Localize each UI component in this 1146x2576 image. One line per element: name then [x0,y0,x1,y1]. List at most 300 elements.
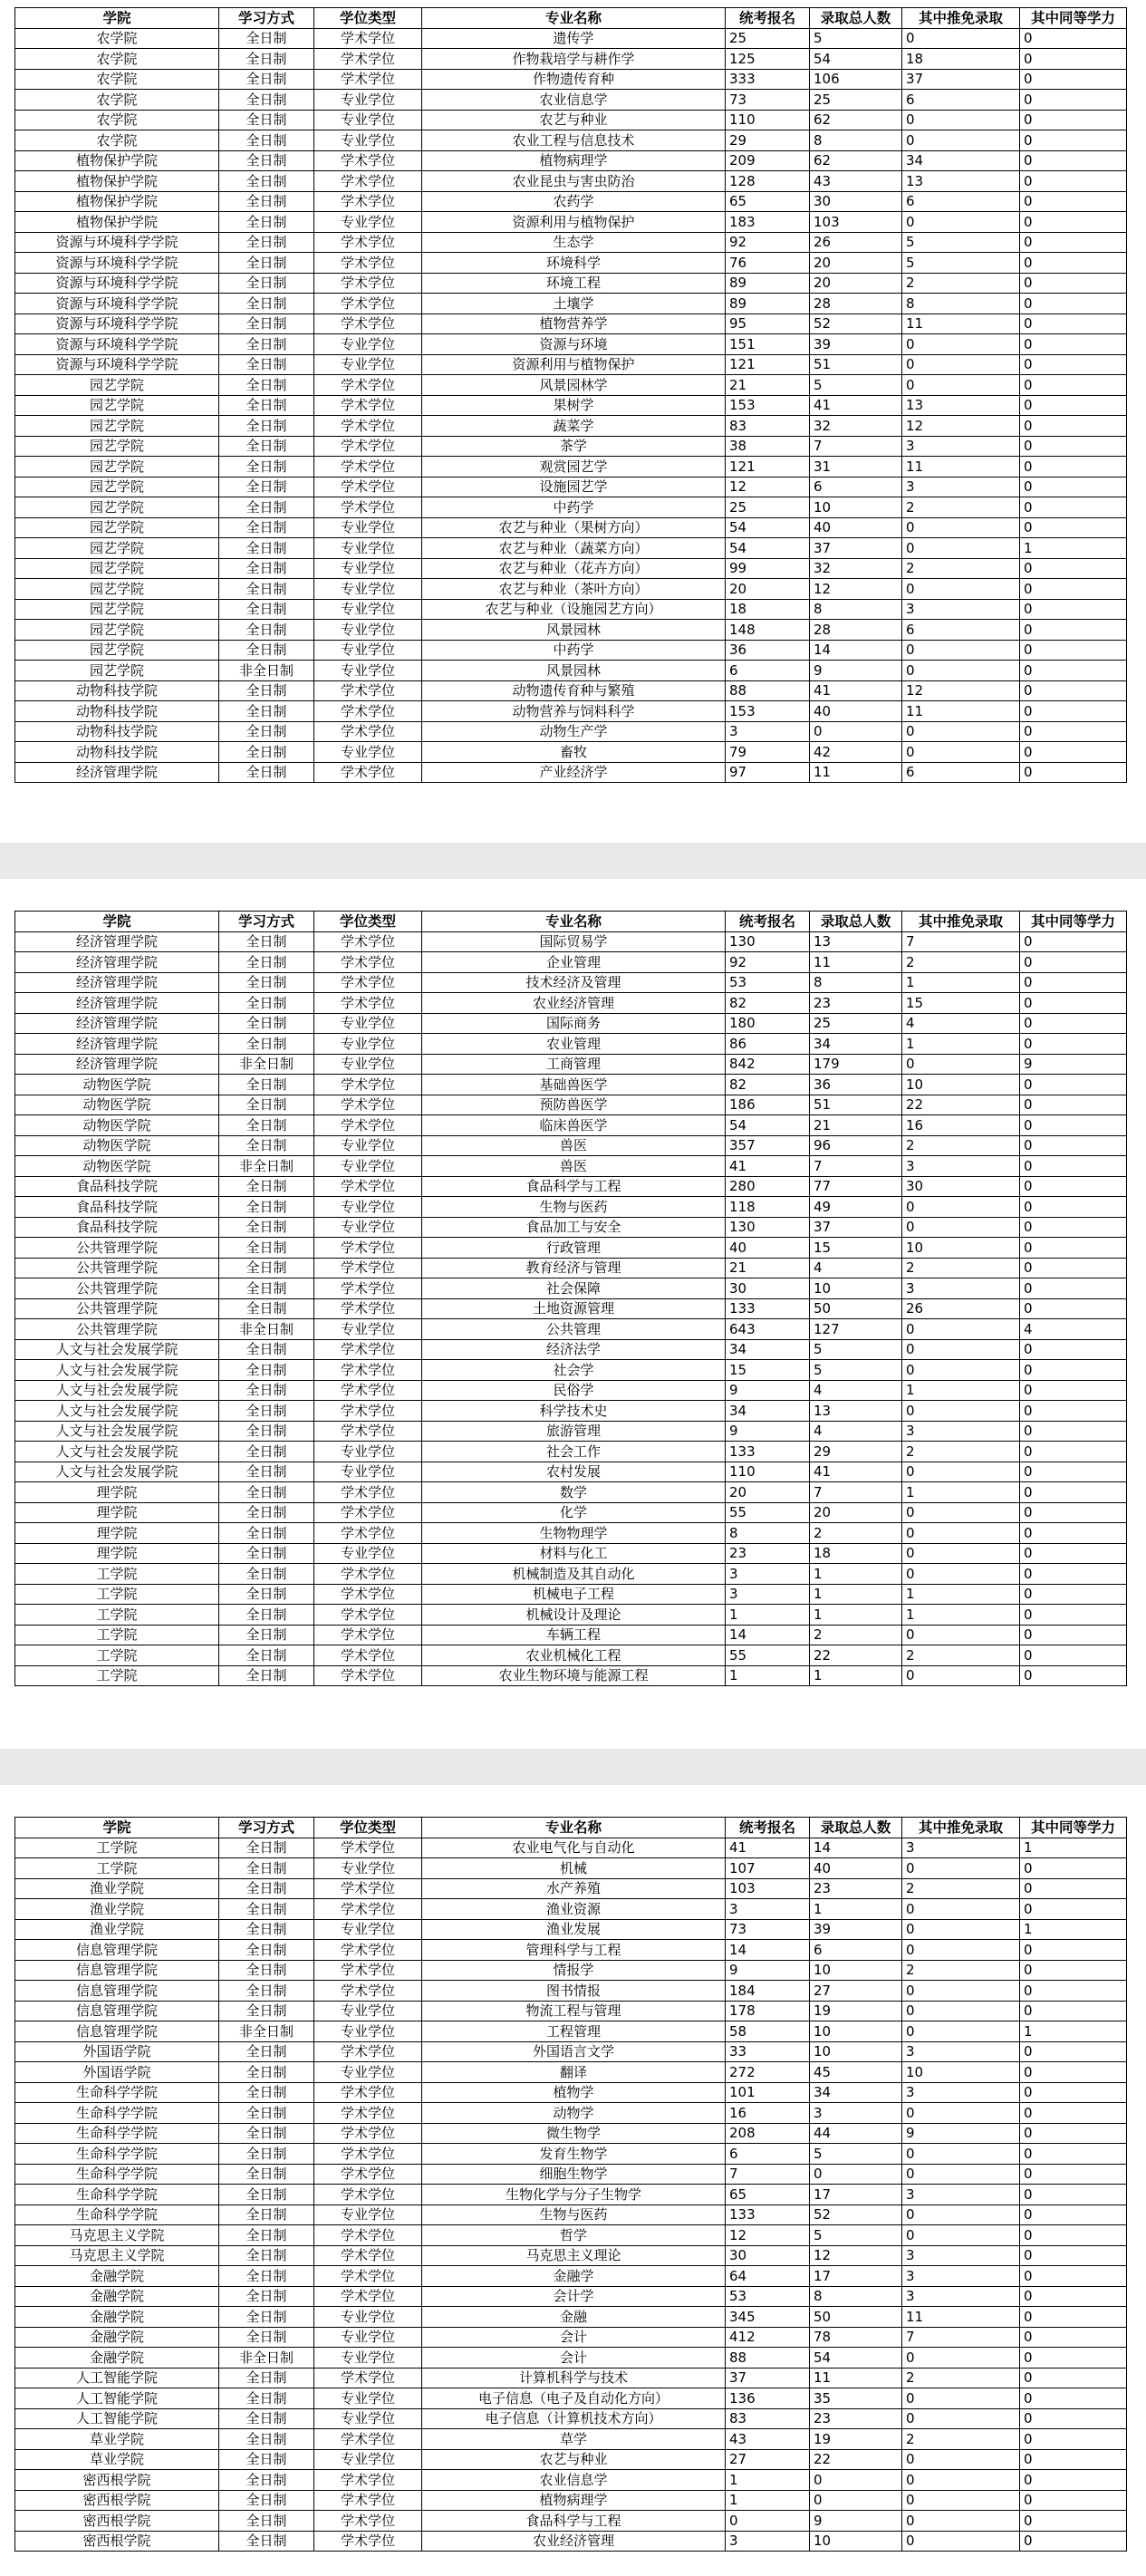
cell-major-name: 兽医 [422,1135,726,1156]
cell-degree-type: 学术学位 [314,1502,422,1523]
cell-study-mode: 全日制 [219,680,314,701]
cell-study-mode: 全日制 [219,2531,314,2552]
cell-study-mode: 全日制 [219,1075,314,1095]
cell-exam-applicants: 151 [726,334,810,355]
cell-recommended-admitted: 7 [902,2327,1020,2348]
cell-equivalent-admitted: 0 [1020,993,1127,1014]
cell-degree-type: 学术学位 [314,1421,422,1442]
cell-degree-type: 学术学位 [314,1645,422,1666]
table-row [15,1319,1127,1340]
cell-major-name: 农艺与种业 [422,2449,726,2470]
cell-exam-applicants: 76 [726,253,810,274]
cell-total-admitted: 13 [810,1401,902,1422]
table-row [15,993,1127,1014]
cell-recommended-admitted: 7 [902,931,1020,952]
cell-college: 园艺学院 [15,477,219,497]
cell-college: 密西根学院 [15,2490,219,2511]
cell-college: 动物科技学院 [15,701,219,722]
cell-exam-applicants: 14 [726,1625,810,1645]
cell-college: 经济管理学院 [15,1034,219,1055]
table-row [15,1878,1127,1899]
cell-college: 金融学院 [15,2286,219,2307]
cell-equivalent-admitted: 0 [1020,1013,1127,1034]
cell-study-mode: 非全日制 [219,2021,314,2042]
cell-exam-applicants: 14 [726,1940,810,1961]
cell-college: 经济管理学院 [15,993,219,1014]
cell-degree-type: 学术学位 [314,2490,422,2511]
table-row [15,2327,1127,2348]
table-row [15,1075,1127,1095]
cell-equivalent-admitted: 0 [1020,49,1127,70]
cell-recommended-admitted: 2 [902,1878,1020,1899]
cell-major-name: 农艺与种业（花卉方向） [422,558,726,579]
cell-exam-applicants: 53 [726,2286,810,2307]
cell-exam-applicants: 3 [726,1584,810,1605]
cell-equivalent-admitted: 0 [1020,2205,1127,2225]
cell-major-name: 风景园林 [422,661,726,681]
cell-equivalent-admitted: 0 [1020,1360,1127,1381]
cell-study-mode: 全日制 [219,253,314,274]
cell-degree-type: 学术学位 [314,457,422,478]
cell-exam-applicants: 183 [726,212,810,233]
cell-degree-type: 学术学位 [314,2082,422,2103]
cell-study-mode: 全日制 [219,477,314,497]
cell-college: 公共管理学院 [15,1238,219,1259]
cell-total-admitted: 32 [810,416,902,437]
cell-equivalent-admitted: 0 [1020,395,1127,416]
table-row [15,1442,1127,1462]
cell-recommended-admitted: 0 [902,2348,1020,2369]
cell-total-admitted: 54 [810,2348,902,2369]
cell-degree-type: 专业学位 [314,354,422,375]
cell-equivalent-admitted: 0 [1020,2490,1127,2511]
cell-recommended-admitted: 0 [902,2449,1020,2470]
cell-exam-applicants: 37 [726,2368,810,2388]
cell-degree-type: 学术学位 [314,294,422,314]
cell-college: 资源与环境科学学院 [15,273,219,294]
cell-degree-type: 学术学位 [314,2368,422,2388]
cell-exam-applicants: 103 [726,1878,810,1899]
cell-exam-applicants: 209 [726,150,810,171]
cell-college: 人文与社会发展学院 [15,1339,219,1360]
table-row [15,2062,1127,2083]
cell-degree-type: 学术学位 [314,171,422,192]
table-row [15,620,1127,641]
cell-total-admitted: 10 [810,2021,902,2042]
table-row [15,701,1127,722]
table-row [15,680,1127,701]
cell-exam-applicants: 130 [726,931,810,952]
cell-equivalent-admitted: 0 [1020,150,1127,171]
table-row [15,661,1127,681]
cell-recommended-admitted: 0 [902,2144,1020,2165]
header-degree-type: 学位类型 [314,8,422,29]
cell-major-name: 翻译 [422,2062,726,2083]
cell-study-mode: 全日制 [219,517,314,538]
table-row [15,273,1127,294]
cell-major-name: 食品加工与安全 [422,1217,726,1238]
cell-college: 园艺学院 [15,375,219,396]
cell-degree-type: 学术学位 [314,993,422,1014]
cell-study-mode: 非全日制 [219,1054,314,1075]
cell-total-admitted: 9 [810,661,902,681]
cell-recommended-admitted: 0 [902,1543,1020,1564]
cell-total-admitted: 0 [810,721,902,742]
cell-exam-applicants: 58 [726,2021,810,2042]
cell-total-admitted: 15 [810,1238,902,1259]
cell-total-admitted: 5 [810,28,902,49]
cell-major-name: 行政管理 [422,1238,726,1259]
cell-equivalent-admitted: 0 [1020,1858,1127,1879]
cell-recommended-admitted: 2 [902,2429,1020,2450]
cell-equivalent-admitted: 0 [1020,2531,1127,2552]
cell-degree-type: 专业学位 [314,1858,422,1879]
cell-degree-type: 专业学位 [314,579,422,600]
cell-recommended-admitted: 10 [902,2062,1020,2083]
table-row [15,1605,1127,1626]
cell-major-name: 民俗学 [422,1380,726,1401]
cell-college: 园艺学院 [15,395,219,416]
cell-exam-applicants: 12 [726,477,810,497]
cell-exam-applicants: 30 [726,1278,810,1299]
cell-recommended-admitted: 1 [902,1034,1020,1055]
cell-exam-applicants: 21 [726,1258,810,1278]
cell-exam-applicants: 20 [726,579,810,600]
cell-exam-applicants: 121 [726,457,810,478]
cell-total-admitted: 62 [810,110,902,130]
cell-exam-applicants: 41 [726,1156,810,1177]
cell-college: 草业学院 [15,2449,219,2470]
cell-recommended-admitted: 6 [902,191,1020,212]
cell-equivalent-admitted: 0 [1020,1075,1127,1095]
table-row [15,2531,1127,2552]
cell-major-name: 资源利用与植物保护 [422,212,726,233]
cell-equivalent-admitted: 0 [1020,334,1127,355]
cell-total-admitted: 0 [810,2490,902,2511]
cell-recommended-admitted: 1 [902,1380,1020,1401]
cell-major-name: 资源与环境 [422,334,726,355]
cell-exam-applicants: 9 [726,1380,810,1401]
cell-study-mode: 全日制 [219,436,314,457]
cell-recommended-admitted: 0 [902,212,1020,233]
cell-major-name: 风景园林学 [422,375,726,396]
cell-major-name: 植物营养学 [422,314,726,334]
cell-recommended-admitted: 2 [902,1960,1020,1981]
cell-exam-applicants: 38 [726,436,810,457]
table-row [15,2001,1127,2021]
cell-degree-type: 专业学位 [314,130,422,151]
cell-study-mode: 全日制 [219,558,314,579]
cell-recommended-admitted: 12 [902,416,1020,437]
cell-recommended-admitted: 12 [902,680,1020,701]
cell-major-name: 农业电气化与自动化 [422,1838,726,1858]
cell-major-name: 生物与医药 [422,2205,726,2225]
cell-total-admitted: 34 [810,2082,902,2103]
cell-study-mode: 全日制 [219,1940,314,1961]
table-row [15,1135,1127,1156]
cell-equivalent-admitted: 0 [1020,742,1127,763]
cell-exam-applicants: 8 [726,1523,810,1544]
table-row [15,314,1127,334]
cell-exam-applicants: 82 [726,993,810,1014]
cell-study-mode: 全日制 [219,375,314,396]
table-row [15,2123,1127,2144]
cell-degree-type: 专业学位 [314,1034,422,1055]
cell-exam-applicants: 41 [726,1838,810,1858]
cell-major-name: 观赏园艺学 [422,457,726,478]
cell-total-admitted: 8 [810,2286,902,2307]
cell-college: 公共管理学院 [15,1258,219,1278]
cell-study-mode: 全日制 [219,130,314,151]
cell-major-name: 机械设计及理论 [422,1605,726,1626]
table-row [15,2245,1127,2266]
cell-study-mode: 全日制 [219,721,314,742]
cell-equivalent-admitted: 0 [1020,294,1127,314]
cell-study-mode: 全日制 [219,1013,314,1034]
cell-recommended-admitted: 0 [902,1940,1020,1961]
cell-equivalent-admitted: 0 [1020,680,1127,701]
cell-major-name: 土地资源管理 [422,1298,726,1319]
cell-equivalent-admitted: 0 [1020,1176,1127,1197]
table-row [15,1645,1127,1666]
cell-recommended-admitted: 5 [902,253,1020,274]
cell-college: 经济管理学院 [15,931,219,952]
cell-degree-type: 学术学位 [314,1899,422,1920]
cell-equivalent-admitted: 0 [1020,2062,1127,2083]
cell-degree-type: 学术学位 [314,1625,422,1645]
cell-college: 渔业学院 [15,1899,219,1920]
table-row [15,2266,1127,2287]
cell-recommended-admitted: 2 [902,952,1020,973]
cell-recommended-admitted: 0 [902,1665,1020,1686]
cell-recommended-admitted: 2 [902,1442,1020,1462]
cell-equivalent-admitted: 0 [1020,1095,1127,1115]
table-row [15,1858,1127,1879]
cell-total-admitted: 7 [810,436,902,457]
cell-equivalent-admitted: 0 [1020,2429,1127,2450]
cell-major-name: 数学 [422,1482,726,1503]
cell-total-admitted: 77 [810,1176,902,1197]
cell-equivalent-admitted: 0 [1020,212,1127,233]
cell-major-name: 社会保障 [422,1278,726,1299]
cell-degree-type: 专业学位 [314,1135,422,1156]
cell-major-name: 农业信息学 [422,90,726,111]
table-row [15,2490,1127,2511]
cell-recommended-admitted: 11 [902,701,1020,722]
cell-total-admitted: 41 [810,680,902,701]
header-college: 学院 [15,1818,219,1838]
cell-recommended-admitted: 10 [902,1075,1020,1095]
cell-degree-type: 专业学位 [314,1217,422,1238]
cell-recommended-admitted: 2 [902,497,1020,518]
cell-total-admitted: 4 [810,1380,902,1401]
cell-major-name: 农业管理 [422,1034,726,1055]
table-row [15,640,1127,661]
cell-college: 工学院 [15,1625,219,1645]
cell-equivalent-admitted: 0 [1020,2245,1127,2266]
cell-college: 经济管理学院 [15,1054,219,1075]
cell-recommended-admitted: 0 [902,2408,1020,2429]
cell-study-mode: 全日制 [219,212,314,233]
cell-recommended-admitted: 2 [902,1135,1020,1156]
cell-major-name: 遗传学 [422,28,726,49]
cell-major-name: 农艺与种业（果树方向） [422,517,726,538]
table-row [15,1564,1127,1585]
cell-college: 金融学院 [15,2348,219,2369]
cell-exam-applicants: 65 [726,2185,810,2205]
cell-exam-applicants: 15 [726,1360,810,1381]
table-row [15,2021,1127,2042]
cell-major-name: 管理科学与工程 [422,1940,726,1961]
cell-exam-applicants: 180 [726,1013,810,1034]
cell-exam-applicants: 118 [726,1197,810,1218]
cell-equivalent-admitted: 1 [1020,2021,1127,2042]
cell-study-mode: 全日制 [219,416,314,437]
cell-recommended-admitted: 3 [902,1838,1020,1858]
cell-equivalent-admitted: 0 [1020,1258,1127,1278]
cell-degree-type: 学术学位 [314,1665,422,1686]
cell-major-name: 马克思主义理论 [422,2245,726,2266]
cell-degree-type: 学术学位 [314,1564,422,1585]
cell-exam-applicants: 25 [726,28,810,49]
cell-college: 园艺学院 [15,579,219,600]
cell-degree-type: 学术学位 [314,2266,422,2287]
cell-total-admitted: 5 [810,1339,902,1360]
cell-recommended-admitted: 34 [902,150,1020,171]
cell-exam-applicants: 12 [726,2225,810,2246]
cell-college: 动物科技学院 [15,742,219,763]
cell-total-admitted: 37 [810,1217,902,1238]
cell-equivalent-admitted: 0 [1020,972,1127,993]
cell-exam-applicants: 643 [726,1319,810,1340]
cell-exam-applicants: 148 [726,620,810,641]
table-row [15,1625,1127,1645]
cell-study-mode: 全日制 [219,1564,314,1585]
cell-recommended-admitted: 22 [902,1095,1020,1115]
cell-study-mode: 全日制 [219,952,314,973]
cell-equivalent-admitted: 0 [1020,273,1127,294]
cell-college: 人文与社会发展学院 [15,1360,219,1381]
cell-equivalent-admitted: 0 [1020,1543,1127,1564]
cell-recommended-admitted: 0 [902,375,1020,396]
header-equivalent-admitted: 其中同等学力 [1020,8,1127,29]
cell-total-admitted: 5 [810,2144,902,2165]
cell-equivalent-admitted: 4 [1020,1319,1127,1340]
cell-major-name: 车辆工程 [422,1625,726,1645]
admission-table [14,1817,1127,2552]
header-equivalent-admitted: 其中同等学力 [1020,1818,1127,1838]
table-row [15,2388,1127,2409]
cell-equivalent-admitted: 0 [1020,1665,1127,1686]
cell-major-name: 计算机科学与技术 [422,2368,726,2388]
cell-total-admitted: 10 [810,497,902,518]
cell-total-admitted: 4 [810,1421,902,1442]
cell-recommended-admitted: 0 [902,640,1020,661]
cell-equivalent-admitted: 0 [1020,2327,1127,2348]
cell-recommended-admitted: 3 [902,2041,1020,2062]
table-row [15,1960,1127,1981]
cell-total-admitted: 103 [810,212,902,233]
cell-college: 植物保护学院 [15,171,219,192]
cell-study-mode: 全日制 [219,1115,314,1136]
cell-study-mode: 全日制 [219,2266,314,2287]
cell-major-name: 农业昆虫与害虫防治 [422,171,726,192]
cell-recommended-admitted: 0 [902,721,1020,742]
table-row [15,952,1127,973]
cell-degree-type: 学术学位 [314,69,422,90]
cell-equivalent-admitted: 0 [1020,1564,1127,1585]
cell-total-admitted: 54 [810,49,902,70]
cell-exam-applicants: 34 [726,1401,810,1422]
cell-study-mode: 全日制 [219,2388,314,2409]
cell-recommended-admitted: 0 [902,1054,1020,1075]
cell-recommended-admitted: 3 [902,2266,1020,2287]
cell-exam-applicants: 36 [726,640,810,661]
cell-total-admitted: 30 [810,191,902,212]
cell-college: 人文与社会发展学院 [15,1380,219,1401]
cell-study-mode: 全日制 [219,1543,314,1564]
header-degree-type: 学位类型 [314,1818,422,1838]
cell-degree-type: 学术学位 [314,1584,422,1605]
header-exam-applicants: 统考报名 [726,1818,810,1838]
cell-recommended-admitted: 0 [902,130,1020,151]
table-row [15,2041,1127,2062]
cell-equivalent-admitted: 0 [1020,2082,1127,2103]
cell-degree-type: 学术学位 [314,2185,422,2205]
table-row [15,110,1127,130]
cell-recommended-admitted: 0 [902,2531,1020,2552]
cell-exam-applicants: 130 [726,1217,810,1238]
cell-exam-applicants: 89 [726,273,810,294]
cell-college: 密西根学院 [15,2511,219,2532]
cell-college: 生命科学学院 [15,2164,219,2185]
cell-recommended-admitted: 3 [902,436,1020,457]
cell-total-admitted: 10 [810,2531,902,2552]
cell-exam-applicants: 29 [726,130,810,151]
cell-major-name: 土壤学 [422,294,726,314]
cell-major-name: 教育经济与管理 [422,1258,726,1278]
cell-total-admitted: 52 [810,314,902,334]
cell-total-admitted: 0 [810,2470,902,2491]
cell-major-name: 哲学 [422,2225,726,2246]
cell-major-name: 国际商务 [422,1013,726,1034]
cell-recommended-admitted: 6 [902,620,1020,641]
cell-college: 工学院 [15,1645,219,1666]
cell-equivalent-admitted: 0 [1020,1298,1127,1319]
cell-degree-type: 学术学位 [314,1298,422,1319]
cell-exam-applicants: 110 [726,1462,810,1482]
cell-college: 园艺学院 [15,558,219,579]
cell-equivalent-admitted: 0 [1020,640,1127,661]
header-study-mode: 学习方式 [219,912,314,932]
cell-degree-type: 学术学位 [314,2225,422,2246]
cell-major-name: 农业机械化工程 [422,1645,726,1666]
cell-exam-applicants: 280 [726,1176,810,1197]
cell-college: 食品科技学院 [15,1217,219,1238]
cell-college: 经济管理学院 [15,1013,219,1034]
cell-total-admitted: 5 [810,2225,902,2246]
cell-exam-applicants: 83 [726,2408,810,2429]
cell-degree-type: 学术学位 [314,416,422,437]
cell-exam-applicants: 7 [726,2164,810,2185]
cell-equivalent-admitted: 9 [1020,1054,1127,1075]
cell-recommended-admitted: 10 [902,1238,1020,1259]
cell-major-name: 农业经济管理 [422,2531,726,2552]
cell-study-mode: 全日制 [219,972,314,993]
table-row [15,931,1127,952]
cell-recommended-admitted: 3 [902,477,1020,497]
cell-recommended-admitted: 0 [902,661,1020,681]
